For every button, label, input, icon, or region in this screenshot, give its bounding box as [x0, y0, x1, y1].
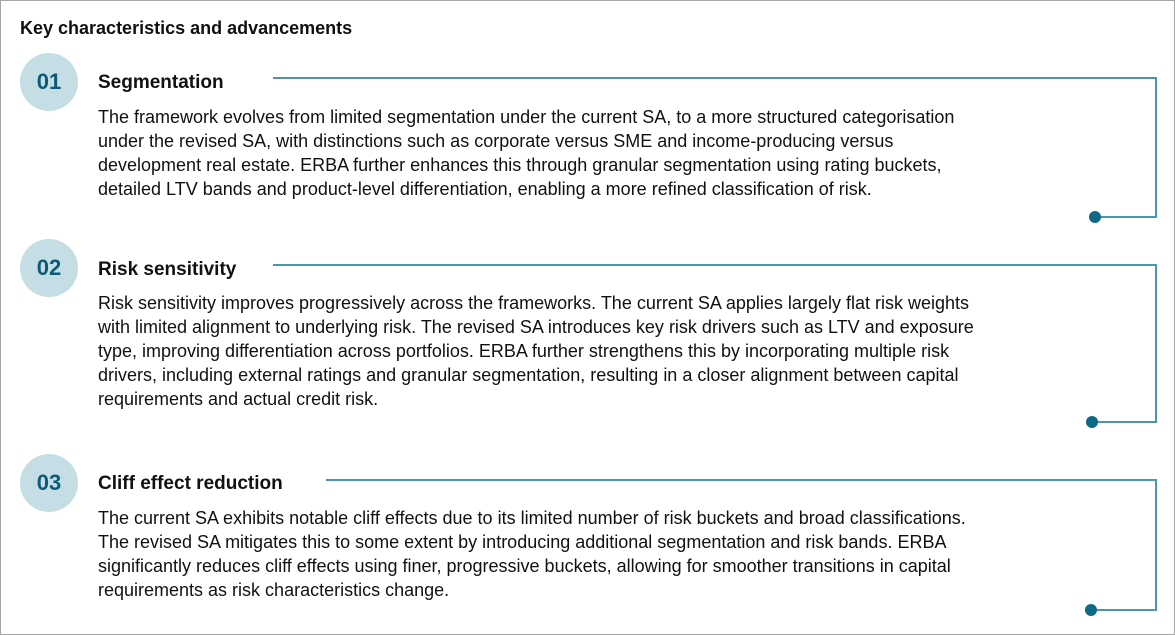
body-line: under the revised SA, with distinctions such as corporate versus SME and income-producing versus — [98, 131, 894, 151]
connector-line-right — [1155, 479, 1157, 611]
body-line: detailed LTV bands and product-level differentiation, enabling a more refined classification of risk. — [98, 179, 872, 199]
section-body — [98, 291, 1108, 411]
body-line: development real estate. ERBA further enhances this through granular segmentation using rating buckets, — [98, 155, 942, 175]
number-badge: 02 — [20, 239, 78, 297]
body-line: type, improving differentiation across portfolios. ERBA further strengthens this by incorporating multiple risk — [98, 341, 950, 361]
number-badge: 03 — [20, 454, 78, 512]
connector-dot-icon — [1086, 416, 1098, 428]
connector-line-right — [1155, 264, 1157, 423]
body-line: requirements and actual credit risk. — [98, 389, 379, 409]
section-title: Cliff effect reduction — [98, 473, 283, 494]
page-title: Key characteristics and advancements — [20, 18, 353, 38]
connector-line-bottom — [1095, 421, 1157, 423]
body-line: requirements as risk characteristics change. — [98, 580, 450, 600]
connector-dot-icon — [1085, 604, 1097, 616]
section-title: Risk sensitivity — [98, 259, 237, 280]
connector-line-right — [1155, 77, 1157, 218]
number-badge: 01 — [20, 53, 78, 111]
body-line: The revised SA mitigates this to some extent by introducing additional segmentation and risk bands. ERBA — [98, 532, 947, 552]
section-body — [98, 105, 1108, 201]
section-title: Segmentation — [98, 72, 224, 93]
body-line: drivers, including external ratings and granular segmentation, resulting in a closer alignment between capital — [98, 365, 959, 385]
connector-dot-icon — [1089, 211, 1101, 223]
body-line: Risk sensitivity improves progressively across the frameworks. The current SA applies largely flat risk weights — [98, 293, 969, 313]
body-line: The framework evolves from limited segmentation under the current SA, to a more structured categorisation — [98, 107, 955, 127]
section-body — [98, 506, 1108, 602]
connector-line-bottom — [1095, 216, 1157, 218]
connector-line-top — [326, 479, 1157, 481]
body-line: with limited alignment to underlying risk. The revised SA introduces key risk drivers such as LTV and exposure — [98, 317, 974, 337]
body-line: significantly reduces cliff effects using finer, progressive buckets, allowing for smoother transitions in capital — [98, 556, 951, 576]
connector-line-top — [273, 264, 1157, 266]
body-line: The current SA exhibits notable cliff effects due to its limited number of risk buckets and broad classifications. — [98, 508, 966, 528]
connector-line-bottom — [1095, 609, 1157, 611]
connector-line-top — [273, 77, 1157, 79]
